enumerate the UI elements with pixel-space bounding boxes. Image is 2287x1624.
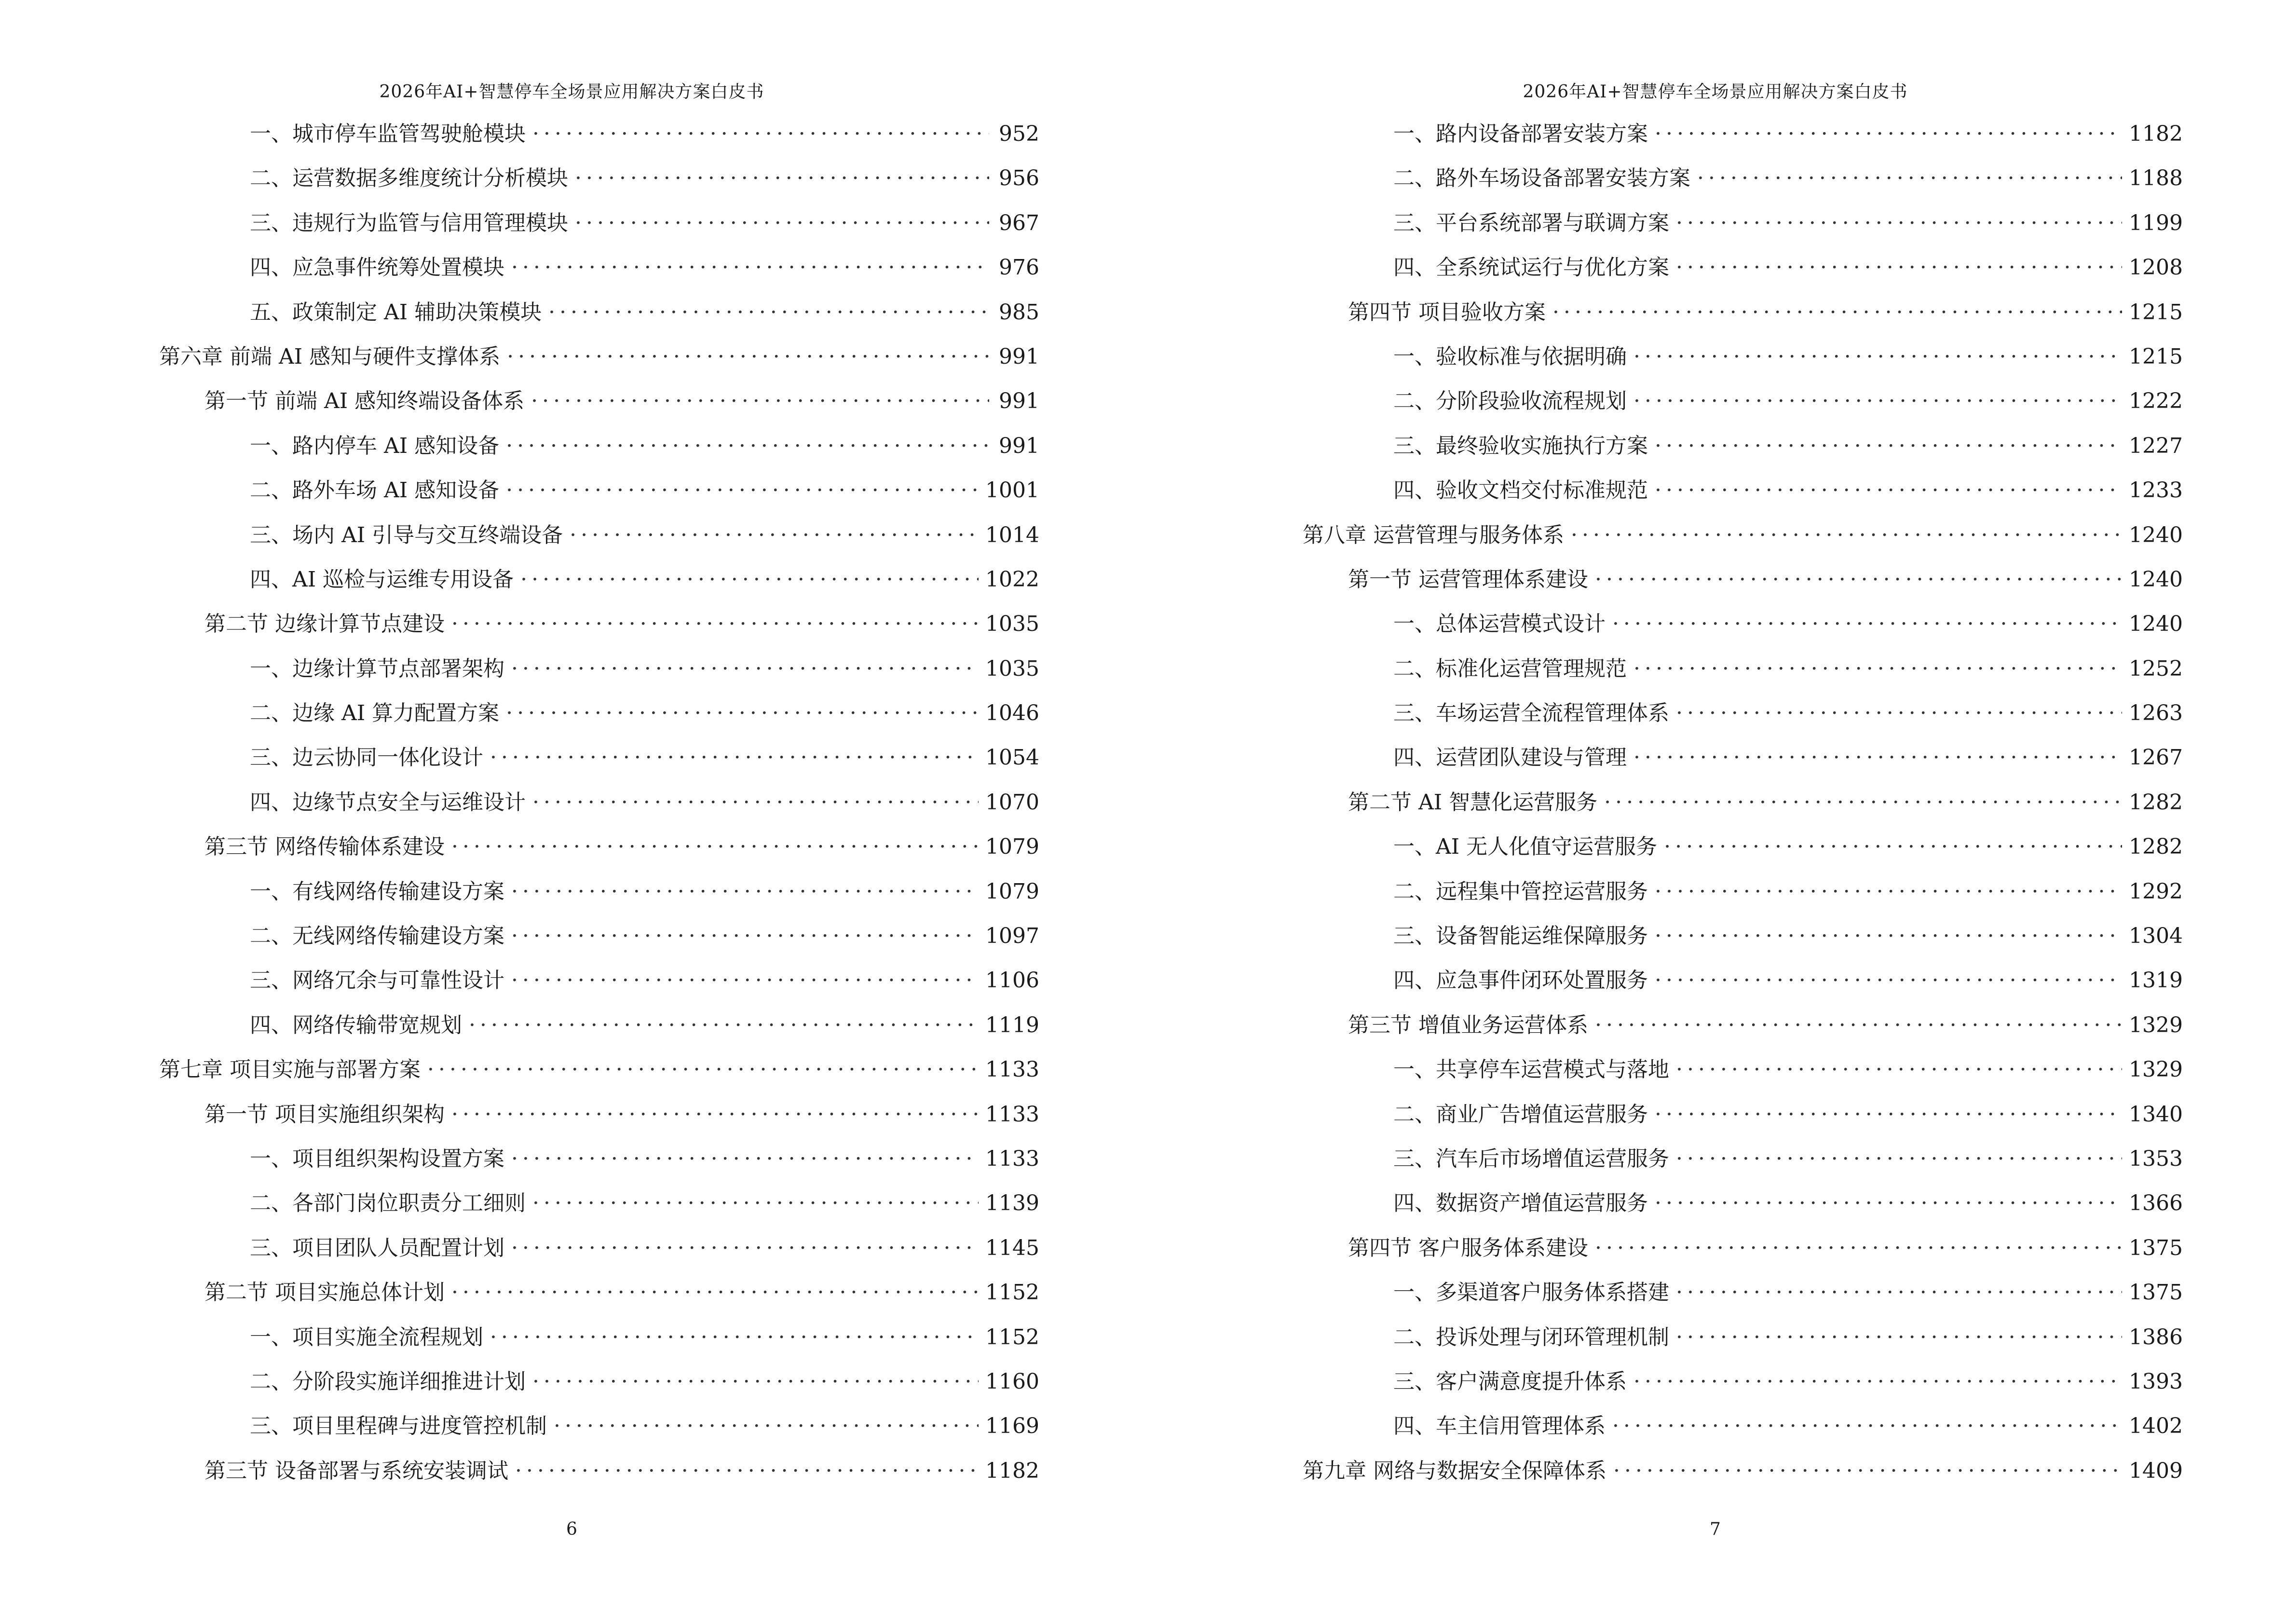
toc-entry[interactable] (159, 424, 1039, 468)
toc-entry-page-number: 1070 (985, 790, 1039, 815)
toc-entry[interactable] (159, 1226, 1039, 1270)
toc-entry[interactable] (1303, 156, 2183, 201)
toc-entry-title: 四、网络传输带宽规划 (250, 1012, 462, 1037)
toc-dot-leader (532, 1360, 979, 1404)
toc-entry-title: 一、多渠道客户服务体系搭建 (1393, 1280, 1669, 1305)
toc-dot-leader (511, 1137, 979, 1181)
toc-entry-title: 二、路外车场 AI 感知设备 (250, 478, 500, 503)
toc-dot-leader (1676, 1315, 2122, 1360)
toc-entry[interactable] (159, 1270, 1039, 1315)
toc-entry-title: 二、无线网络传输建设方案 (250, 924, 504, 949)
toc-dot-leader (532, 112, 989, 156)
toc-entry[interactable] (159, 1404, 1039, 1448)
toc-dot-leader (548, 290, 989, 335)
toc-entry-title: 第一节 前端 AI 感知终端设备体系 (204, 389, 525, 414)
toc-entry-title: 四、应急事件闭环处置服务 (1393, 968, 1648, 993)
toc-entry[interactable] (1303, 112, 2183, 156)
toc-dot-leader (1604, 780, 2122, 825)
toc-entry-page-number: 1393 (2129, 1369, 2183, 1394)
toc-entry[interactable] (159, 958, 1039, 1003)
toc-entry[interactable] (1303, 736, 2183, 780)
toc-dot-leader (506, 691, 979, 736)
toc-dot-leader (511, 1226, 979, 1270)
toc-entry-title: 第三节 设备部署与系统安装调试 (204, 1458, 508, 1483)
toc-dot-leader (570, 513, 979, 558)
toc-entry-title: 四、AI 巡检与运维专用设备 (250, 567, 514, 592)
toc-entry[interactable] (1303, 1270, 2183, 1315)
toc-entry[interactable] (159, 379, 1039, 423)
toc-entry-page-number: 1182 (985, 1458, 1039, 1483)
toc-entry-title: 第六章 前端 AI 感知与硬件支撑体系 (159, 344, 501, 369)
toc-entry[interactable] (159, 914, 1039, 958)
toc-entry-page-number: 1263 (2129, 701, 2183, 726)
toc-dot-leader (1697, 156, 2122, 201)
toc-entry-title: 三、网络冗余与可靠性设计 (250, 968, 504, 993)
toc-entry-page-number: 1282 (2129, 790, 2183, 815)
toc-entry[interactable] (159, 513, 1039, 558)
toc-dot-leader (1612, 1404, 2122, 1448)
toc-dot-leader (506, 468, 979, 513)
toc-entry-title: 三、边云协同一体化设计 (250, 745, 483, 770)
toc-entry-title: 四、边缘节点安全与运维设计 (250, 790, 526, 815)
toc-entry-title: 四、全系统试运行与优化方案 (1393, 255, 1669, 280)
toc-dot-leader (1634, 736, 2122, 780)
toc-dot-leader (1634, 647, 2122, 691)
toc-entry-page-number: 1022 (985, 567, 1039, 592)
toc-dot-leader (1655, 1092, 2122, 1137)
toc-entry-page-number: 1208 (2129, 255, 2183, 280)
toc-entry-title: 第二节 AI 智慧化运营服务 (1348, 790, 1598, 815)
toc-entry[interactable] (159, 1315, 1039, 1360)
toc-dot-leader (520, 558, 979, 602)
toc-entry[interactable] (159, 825, 1039, 869)
toc-entry-page-number: 1035 (985, 656, 1039, 681)
page-number: 7 (1710, 1519, 1721, 1539)
toc-entry-page-number: 1014 (985, 522, 1039, 547)
toc-entry[interactable] (159, 780, 1039, 825)
toc-entry[interactable] (159, 201, 1039, 246)
toc-entry[interactable] (159, 1360, 1039, 1404)
toc-dot-leader (490, 1315, 979, 1360)
toc-entry[interactable] (1303, 201, 2183, 246)
toc-dot-leader (1595, 1226, 2122, 1270)
table-of-contents (1303, 112, 2183, 1493)
toc-dot-leader (511, 647, 979, 691)
page-header: 2026年AI+智慧停车全场景应用解决方案白皮书 (1523, 82, 1908, 102)
toc-dot-leader (1655, 914, 2122, 958)
toc-entry-title: 一、有线网络传输建设方案 (250, 879, 504, 904)
toc-dot-leader (1655, 424, 2122, 468)
toc-entry-page-number: 1304 (2129, 924, 2183, 949)
toc-entry[interactable] (1303, 1315, 2183, 1360)
toc-entry-page-number: 1054 (985, 745, 1039, 770)
toc-dot-leader (1634, 335, 2122, 379)
toc-entry-title: 二、分阶段验收流程规划 (1393, 389, 1627, 414)
toc-entry[interactable] (1303, 1092, 2183, 1137)
toc-entry[interactable] (159, 246, 1039, 290)
toc-dot-leader (1655, 468, 2122, 513)
toc-dot-leader (490, 736, 979, 780)
toc-entry-page-number: 1292 (2129, 879, 2183, 904)
table-of-contents (159, 112, 1039, 1493)
toc-entry[interactable] (159, 1003, 1039, 1048)
toc-entry-title: 二、边缘 AI 算力配置方案 (250, 701, 500, 726)
toc-dot-leader (511, 914, 979, 958)
toc-entry[interactable] (159, 870, 1039, 914)
toc-entry[interactable] (159, 468, 1039, 513)
toc-entry-page-number: 1133 (985, 1102, 1039, 1127)
toc-entry-page-number: 1035 (985, 612, 1039, 637)
toc-entry-page-number: 1375 (2129, 1235, 2183, 1260)
toc-dot-leader (1595, 558, 2122, 602)
toc-dot-leader (1571, 513, 2122, 558)
toc-entry-page-number: 1001 (985, 478, 1039, 503)
toc-entry-page-number: 1119 (985, 1012, 1039, 1037)
toc-entry[interactable] (1303, 335, 2183, 379)
toc-dot-leader (451, 602, 979, 646)
toc-entry-page-number: 1240 (2129, 567, 2183, 592)
toc-entry-title: 第三节 增值业务运营体系 (1348, 1012, 1588, 1037)
toc-entry[interactable] (159, 691, 1039, 736)
toc-dot-leader (1655, 1181, 2122, 1226)
toc-entry-page-number: 1199 (2129, 210, 2183, 235)
toc-dot-leader (554, 1404, 979, 1448)
toc-dot-leader (1676, 691, 2122, 736)
toc-dot-leader (511, 870, 979, 914)
toc-entry-page-number: 1267 (2129, 745, 2183, 770)
toc-entry[interactable] (159, 1137, 1039, 1181)
toc-entry-title: 四、车主信用管理体系 (1393, 1414, 1606, 1439)
toc-entry[interactable] (1303, 1404, 2183, 1448)
toc-entry[interactable] (1303, 958, 2183, 1003)
toc-entry-page-number: 1409 (2129, 1458, 2183, 1483)
toc-entry-page-number: 967 (999, 210, 1039, 235)
toc-dot-leader (1655, 112, 2122, 156)
toc-entry[interactable] (1303, 1449, 2183, 1493)
toc-dot-leader (511, 958, 979, 1003)
toc-entry-title: 三、最终验收实施执行方案 (1393, 433, 1648, 458)
toc-entry[interactable] (1303, 870, 2183, 914)
toc-entry-title: 一、城市停车监管驾驶舱模块 (250, 122, 526, 146)
toc-dot-leader (1676, 1048, 2122, 1092)
toc-entry[interactable] (1303, 602, 2183, 646)
toc-entry-title: 一、项目组织架构设置方案 (250, 1146, 504, 1171)
toc-entry[interactable] (1303, 379, 2183, 423)
toc-entry-page-number: 1282 (2129, 834, 2183, 860)
toc-entry-title: 二、路外车场设备部署安装方案 (1393, 166, 1690, 191)
toc-entry[interactable] (159, 1048, 1039, 1092)
toc-dot-leader (469, 1003, 979, 1048)
toc-entry-title: 第四节 客户服务体系建设 (1348, 1235, 1588, 1260)
toc-entry[interactable] (159, 335, 1039, 379)
page-header: 2026年AI+智慧停车全场景应用解决方案白皮书 (379, 82, 764, 102)
toc-entry-page-number: 1133 (985, 1146, 1039, 1171)
toc-entry-page-number: 1079 (985, 879, 1039, 904)
toc-entry-title: 一、共享停车运营模式与落地 (1393, 1057, 1669, 1082)
toc-entry-page-number: 1145 (985, 1235, 1039, 1260)
toc-entry[interactable] (159, 1449, 1039, 1493)
toc-entry-title: 三、项目里程碑与进度管控机制 (250, 1414, 547, 1439)
toc-entry-page-number: 1240 (2129, 612, 2183, 637)
toc-entry[interactable] (159, 736, 1039, 780)
toc-dot-leader (532, 1181, 979, 1226)
toc-entry-page-number: 1169 (985, 1414, 1039, 1439)
toc-entry[interactable] (1303, 1137, 2183, 1181)
toc-entry-page-number: 956 (999, 166, 1039, 191)
toc-entry-title: 一、项目实施全流程规划 (250, 1324, 483, 1350)
toc-dot-leader (575, 201, 989, 246)
toc-entry[interactable] (1303, 825, 2183, 869)
toc-entry-title: 第二节 边缘计算节点建设 (204, 612, 445, 637)
toc-entry-page-number: 1139 (985, 1191, 1039, 1216)
toc-dot-leader (507, 335, 989, 379)
toc-entry-page-number: 991 (999, 344, 1039, 369)
toc-entry-title: 四、验收文档交付标准规范 (1393, 478, 1648, 503)
toc-entry-title: 一、验收标准与依据明确 (1393, 344, 1627, 369)
toc-entry[interactable] (1303, 424, 2183, 468)
toc-entry-page-number: 1329 (2129, 1012, 2183, 1037)
toc-entry-page-number: 1182 (2129, 122, 2183, 146)
toc-dot-leader (1612, 602, 2122, 646)
toc-entry-page-number: 1366 (2129, 1191, 2183, 1216)
toc-dot-leader (1552, 290, 2122, 335)
toc-entry-page-number: 1215 (2129, 344, 2183, 369)
toc-entry-page-number: 991 (999, 389, 1039, 414)
toc-entry-page-number: 1353 (2129, 1146, 2183, 1171)
toc-entry-title: 第四节 项目验收方案 (1348, 300, 1546, 325)
toc-entry[interactable] (1303, 1048, 2183, 1092)
toc-dot-leader (1655, 870, 2122, 914)
toc-entry-title: 二、运营数据多维度统计分析模块 (250, 166, 568, 191)
toc-entry-page-number: 1329 (2129, 1057, 2183, 1082)
toc-entry-page-number: 1152 (985, 1280, 1039, 1305)
toc-entry-title: 三、客户满意度提升体系 (1393, 1369, 1627, 1394)
toc-dot-leader (506, 424, 989, 468)
toc-entry-page-number: 1133 (985, 1057, 1039, 1082)
right-page (1144, 0, 2287, 1624)
toc-entry-title: 四、数据资产增值运营服务 (1393, 1191, 1648, 1216)
toc-entry-title: 二、投诉处理与闭环管理机制 (1393, 1324, 1669, 1350)
page-number: 6 (566, 1519, 577, 1539)
toc-entry-page-number: 1222 (2129, 389, 2183, 414)
toc-dot-leader (531, 379, 989, 423)
toc-entry-page-number: 1233 (2129, 478, 2183, 503)
toc-entry-page-number: 1160 (985, 1369, 1039, 1394)
toc-entry-title: 一、路内停车 AI 感知设备 (250, 433, 500, 458)
toc-entry-title: 第八章 运营管理与服务体系 (1303, 522, 1564, 547)
toc-entry-title: 三、场内 AI 引导与交互终端设备 (250, 522, 563, 547)
toc-entry-title: 五、政策制定 AI 辅助决策模块 (250, 300, 542, 325)
toc-entry-page-number: 1240 (2129, 522, 2183, 547)
toc-entry-page-number: 1227 (2129, 433, 2183, 458)
toc-entry-title: 第七章 项目实施与部署方案 (159, 1057, 421, 1082)
toc-entry-page-number: 1188 (2129, 166, 2183, 191)
toc-entry-title: 第二节 项目实施总体计划 (204, 1280, 445, 1305)
toc-entry-page-number: 1402 (2129, 1414, 2183, 1439)
toc-entry-page-number: 985 (999, 300, 1039, 325)
toc-dot-leader (1676, 1137, 2122, 1181)
toc-entry[interactable] (159, 1181, 1039, 1226)
toc-entry-title: 一、边缘计算节点部署架构 (250, 656, 504, 681)
toc-entry[interactable] (1303, 246, 2183, 290)
toc-dot-leader (532, 780, 979, 825)
toc-entry-page-number: 1252 (2129, 656, 2183, 681)
toc-entry-title: 二、远程集中管控运营服务 (1393, 879, 1648, 904)
toc-entry-page-number: 1319 (2129, 968, 2183, 993)
toc-entry[interactable] (1303, 1003, 2183, 1048)
toc-entry-title: 二、标准化运营管理规范 (1393, 656, 1627, 681)
toc-entry[interactable] (1303, 290, 2183, 335)
toc-entry-title: 一、路内设备部署安装方案 (1393, 122, 1648, 146)
toc-dot-leader (1676, 246, 2122, 290)
toc-entry-title: 一、AI 无人化值守运营服务 (1393, 834, 1658, 860)
toc-entry-title: 第三节 网络传输体系建设 (204, 834, 445, 860)
toc-entry-title: 三、平台系统部署与联调方案 (1393, 210, 1669, 235)
toc-dot-leader (1613, 1449, 2122, 1493)
toc-entry-title: 二、商业广告增值运营服务 (1393, 1102, 1648, 1127)
toc-dot-leader (575, 156, 989, 201)
toc-entry[interactable] (1303, 1360, 2183, 1404)
toc-entry[interactable] (1303, 513, 2183, 558)
toc-entry-title: 三、汽车后市场增值运营服务 (1393, 1146, 1669, 1171)
toc-entry-title: 第一节 项目实施组织架构 (204, 1102, 445, 1127)
toc-entry[interactable] (159, 558, 1039, 602)
toc-entry[interactable] (1303, 1181, 2183, 1226)
toc-entry[interactable] (159, 112, 1039, 156)
toc-entry-page-number: 991 (999, 433, 1039, 458)
toc-entry[interactable] (159, 647, 1039, 691)
toc-dot-leader (1676, 1270, 2122, 1315)
toc-entry[interactable] (1303, 691, 2183, 736)
toc-entry[interactable] (159, 602, 1039, 646)
toc-dot-leader (1655, 958, 2122, 1003)
toc-entry-page-number: 1106 (985, 968, 1039, 993)
toc-entry-page-number: 1097 (985, 924, 1039, 949)
toc-entry-page-number: 952 (999, 122, 1039, 146)
toc-dot-leader (1676, 201, 2122, 246)
toc-entry-page-number: 1386 (2129, 1324, 2183, 1350)
toc-entry[interactable] (1303, 780, 2183, 825)
toc-dot-leader (1634, 1360, 2122, 1404)
toc-entry[interactable] (1303, 558, 2183, 602)
toc-entry-page-number: 1215 (2129, 300, 2183, 325)
toc-entry[interactable] (1303, 468, 2183, 513)
toc-entry[interactable] (1303, 1226, 2183, 1270)
toc-dot-leader (511, 246, 989, 290)
toc-entry-title: 第一节 运营管理体系建设 (1348, 567, 1588, 592)
toc-entry-title: 四、运营团队建设与管理 (1393, 745, 1627, 770)
toc-entry-page-number: 1046 (985, 701, 1039, 726)
toc-dot-leader (427, 1048, 979, 1092)
toc-entry-title: 第九章 网络与数据安全保障体系 (1303, 1458, 1606, 1483)
toc-dot-leader (451, 825, 979, 869)
toc-entry-title: 一、总体运营模式设计 (1393, 612, 1606, 637)
toc-entry[interactable] (159, 156, 1039, 201)
toc-entry-title: 三、项目团队人员配置计划 (250, 1235, 504, 1260)
toc-dot-leader (515, 1449, 979, 1493)
toc-entry-page-number: 1340 (2129, 1102, 2183, 1127)
toc-dot-leader (1664, 825, 2122, 869)
toc-entry[interactable] (1303, 647, 2183, 691)
toc-entry[interactable] (159, 1092, 1039, 1137)
toc-entry-page-number: 1152 (985, 1324, 1039, 1350)
toc-entry-title: 二、各部门岗位职责分工细则 (250, 1191, 526, 1216)
toc-dot-leader (1634, 379, 2122, 423)
toc-entry-page-number: 976 (999, 255, 1039, 280)
toc-entry-page-number: 1079 (985, 834, 1039, 860)
toc-entry[interactable] (1303, 914, 2183, 958)
toc-dot-leader (451, 1270, 979, 1315)
toc-entry-title: 三、设备智能运维保障服务 (1393, 924, 1648, 949)
toc-dot-leader (451, 1092, 979, 1137)
toc-entry-title: 三、车场运营全流程管理体系 (1393, 701, 1669, 726)
toc-entry-title: 四、应急事件统筹处置模块 (250, 255, 504, 280)
toc-entry-page-number: 1375 (2129, 1280, 2183, 1305)
toc-dot-leader (1595, 1003, 2122, 1048)
toc-entry[interactable] (159, 290, 1039, 335)
toc-entry-title: 二、分阶段实施详细推进计划 (250, 1369, 526, 1394)
toc-entry-title: 三、违规行为监管与信用管理模块 (250, 210, 568, 235)
